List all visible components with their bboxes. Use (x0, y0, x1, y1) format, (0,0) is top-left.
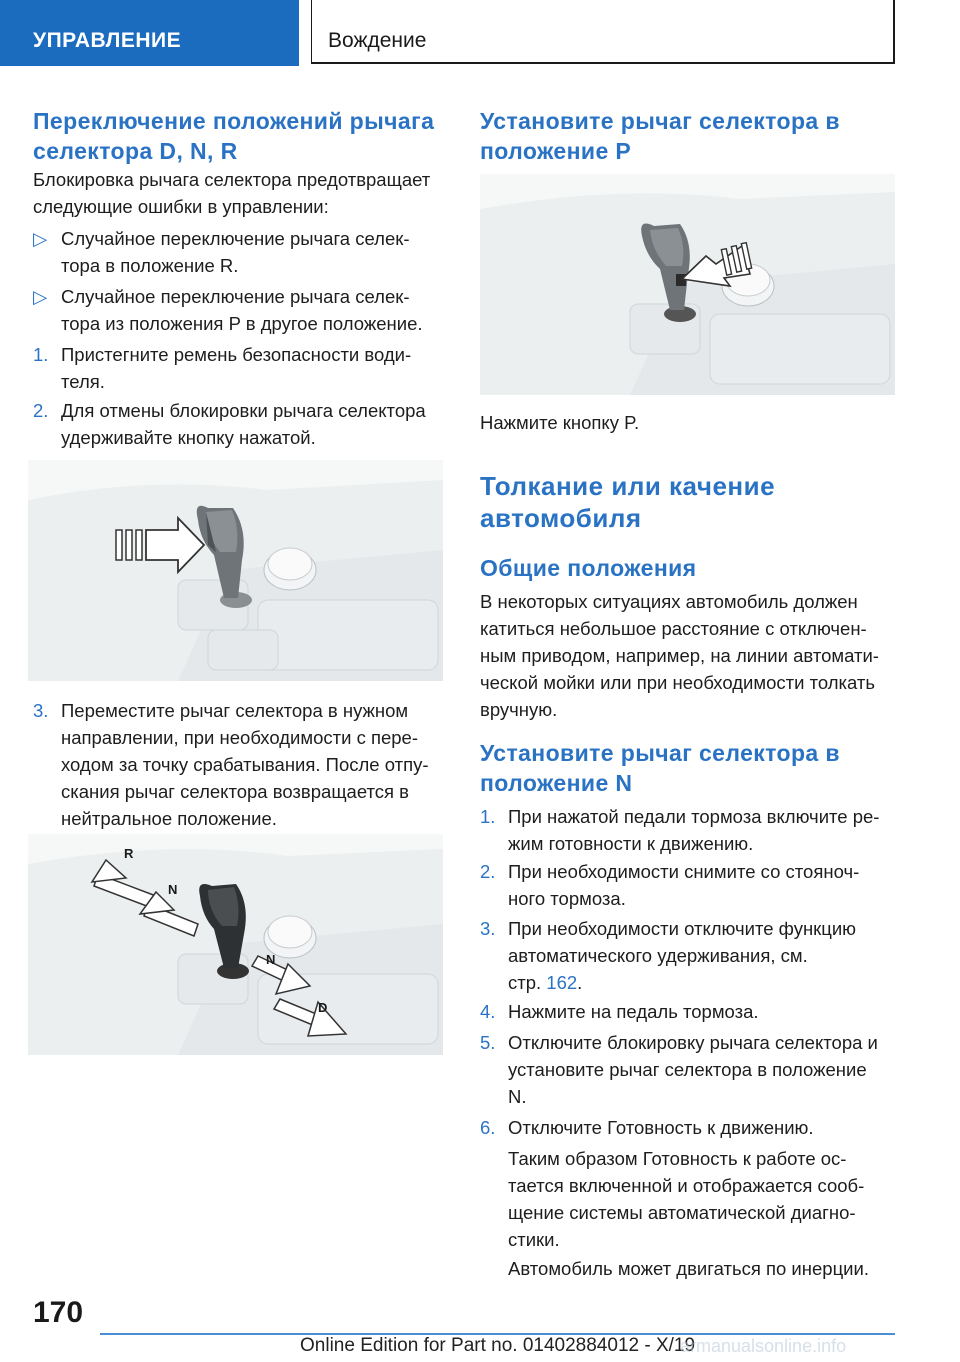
heading-push-roll: Толкание или качение автомобиля (480, 471, 776, 533)
section-tab[interactable] (0, 0, 299, 66)
step-item: 4. Нажмите на педаль тормоза. (480, 998, 900, 1025)
step-item: 6. Отключите Готовность к движению. (480, 1114, 900, 1141)
step-item: 3. При необходимости отключите функцию автоматического удерживания, см. стр. 162. (480, 915, 900, 996)
step-number: 3. (480, 918, 496, 939)
caption-press-p: Нажмите кнопку P. (480, 412, 640, 433)
heading-position-p: Установите рычаг селектора в положение P (480, 108, 840, 164)
step-number: 5. (480, 1032, 496, 1053)
step6-note: Таким образом Готовность к работе ос- тается включенной и отображается сооб- щение системы автоматической диагно- стики. (508, 1148, 865, 1250)
general-text: В некоторых ситуациях автомобиль должен катиться небольшое расстояние с отключен- ным приводом, например, на линии автомати- ческой мойки или при необходимости толкать вручную. (480, 591, 879, 720)
watermark: armanualsonline.info (680, 1336, 847, 1356)
p-button-illustration (480, 174, 895, 395)
list-item: ▷ Случайное переключение рычага селек- тора в положение R. (33, 225, 453, 279)
step-number: 1. (33, 344, 49, 365)
intro-text: Блокировка рычага селектора предотвращает следующие ошибки в управлении: (33, 169, 431, 217)
figure-p-button (480, 174, 895, 395)
step-number: 3. (33, 700, 49, 721)
step-number: 2. (33, 400, 49, 421)
triangle-bullet-icon: ▷ (33, 228, 48, 249)
step-item: 1. Пристегните ремень безопасности води- теля. (33, 341, 453, 395)
step-number: 1. (480, 806, 496, 827)
edition-text: Online Edition for Part no. 01402884012 - X/19 (300, 1335, 696, 1356)
step-number: 4. (480, 1001, 496, 1022)
heading-shift-dnr: Переключение положений рычага селектора D, N, R (33, 108, 435, 164)
subheading-general: Общие положения (480, 555, 697, 581)
triangle-bullet-icon: ▷ (33, 286, 48, 307)
step-number: 2. (480, 861, 496, 882)
list-item: ▷ Случайное переключение рычага селек- тора из положения P в другое положение. (33, 283, 453, 337)
selector-directions-illustration (28, 834, 443, 1055)
page-number: 170 (33, 1296, 84, 1329)
direction-label: N (266, 952, 276, 967)
heading-position-n: Установите рычаг селектора в положение N (480, 740, 840, 796)
page-reference-link[interactable]: 162 (546, 972, 578, 993)
chapter-tab[interactable] (311, 0, 895, 64)
selector-lever-illustration (28, 460, 443, 681)
figure-selector-directions (28, 834, 443, 1055)
section-tab-label: УПРАВЛЕНИЕ (33, 29, 182, 52)
step-item: 2. При необходимости снимите со стояноч- ного тормоза. (480, 858, 900, 912)
direction-label: D (318, 1000, 328, 1015)
step-item: 1. При нажатой педали тормоза включите ре- жим готовности к движению. (480, 803, 900, 857)
step-number: 6. (480, 1117, 496, 1138)
step-item: 5. Отключите блокировку рычага селектора и установите рычаг селектора в положение N. (480, 1029, 900, 1110)
direction-label: R (124, 846, 134, 861)
direction-label: N (168, 882, 178, 897)
final-note: Автомобиль может двигаться по инерции. (508, 1258, 869, 1279)
figure-selector-unlock (28, 460, 443, 681)
chapter-tab-label: Вождение (328, 29, 427, 52)
step-item: 3. Переместите рычаг селектора в нужном направлении, при необходимости с пере- ходом за точку срабатывания. После отпу- скания рычаг селектора возвращается в нейтральное положение. (33, 697, 453, 833)
step-item: 2. Для отмены блокировки рычага селектора удерживайте кнопку нажатой. (33, 397, 453, 451)
